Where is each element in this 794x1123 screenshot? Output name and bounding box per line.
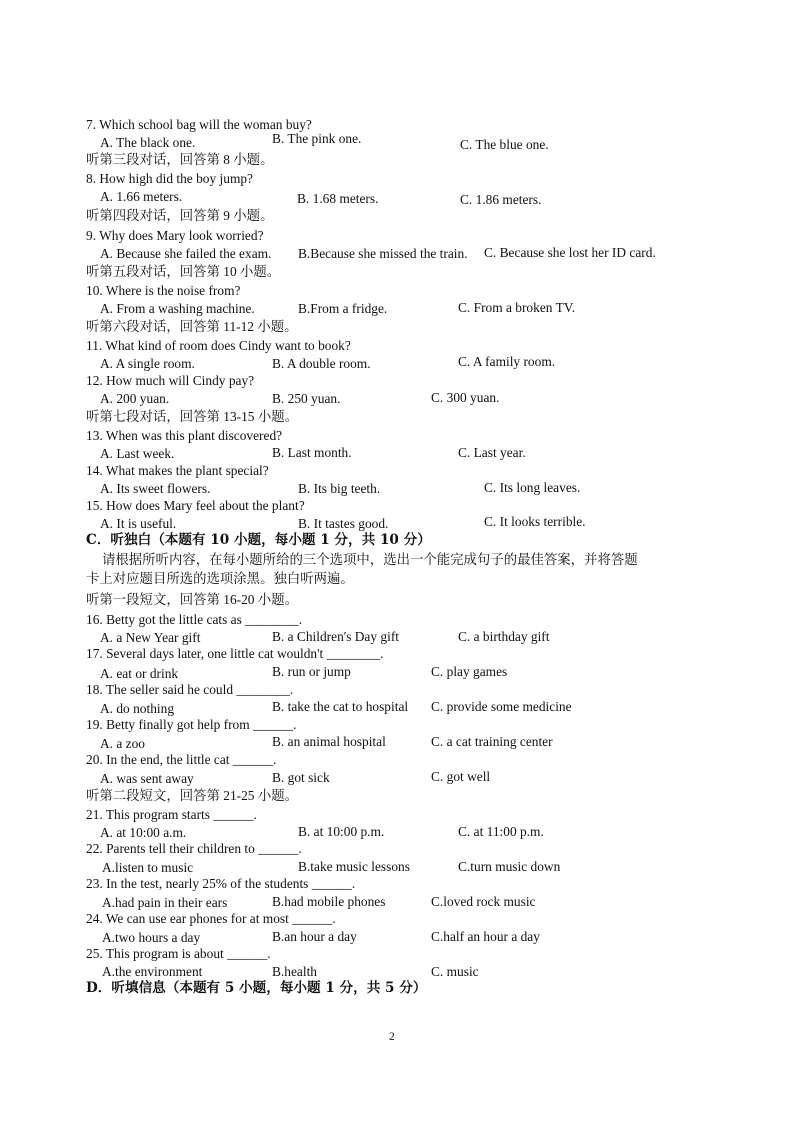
question-line: 9. Why does Mary look worried? bbox=[86, 228, 264, 243]
question-line: 22. Parents tell their children to ______. bbox=[86, 841, 302, 856]
question-line: 17. Several days later, one little cat wouldn't ________. bbox=[86, 646, 384, 661]
answer-option: A. at 10:00 a.m. bbox=[100, 825, 187, 840]
answer-option: A. a zoo bbox=[100, 736, 145, 751]
answer-option: C. Because she lost her ID card. bbox=[484, 245, 656, 260]
section-heading: D．听填信息（本题有 5 小题，每小题 1 分，共 5 分） bbox=[86, 980, 427, 996]
question-line: 7. Which school bag will the woman buy? bbox=[86, 117, 312, 132]
question-line: 听第二段短文，回答第 21-25 小题。 bbox=[86, 788, 299, 803]
question-line: 请根据所听内容，在每小题所给的三个选项中，选出一个能完成句子的最佳答案，并将答题 bbox=[102, 552, 638, 567]
question-line: 听第六段对话，回答第 11-12 小题。 bbox=[86, 319, 298, 334]
answer-option: A. do nothing bbox=[100, 701, 175, 716]
answer-option: A. was sent away bbox=[100, 771, 194, 786]
answer-option: B.an hour a day bbox=[272, 929, 357, 944]
answer-option: C.loved rock music bbox=[431, 894, 536, 909]
question-line: 13. When was this plant discovered? bbox=[86, 428, 283, 443]
answer-option: C. It looks terrible. bbox=[484, 514, 586, 529]
answer-option: B. It tastes good. bbox=[298, 516, 389, 531]
answer-option: B.From a fridge. bbox=[298, 301, 388, 316]
question-line: 10. Where is the noise from? bbox=[86, 283, 241, 298]
question-line: 听第一段短文，回答第 16-20 小题。 bbox=[86, 592, 299, 607]
page-number: 2 bbox=[389, 1031, 395, 1043]
answer-option: B.take music lessons bbox=[298, 859, 410, 874]
answer-option: B. A double room. bbox=[272, 356, 371, 371]
question-line: 8. How high did the boy jump? bbox=[86, 171, 253, 186]
question-line: 24. We can use ear phones for at most ______. bbox=[86, 911, 336, 926]
answer-option: C. Last year. bbox=[458, 445, 526, 460]
answer-option: B. got sick bbox=[272, 770, 330, 785]
answer-option: B. 250 yuan. bbox=[272, 391, 341, 406]
answer-option: C.turn music down bbox=[458, 859, 561, 874]
answer-option: C. Its long leaves. bbox=[484, 480, 581, 495]
answer-option: A.listen to music bbox=[102, 860, 194, 875]
answer-option: C. music bbox=[431, 964, 479, 979]
answer-option: B. 1.68 meters. bbox=[297, 191, 379, 206]
question-line: 听第七段对话，回答第 13-15 小题。 bbox=[86, 409, 299, 424]
answer-option: C. a birthday gift bbox=[458, 629, 550, 644]
answer-option: C. got well bbox=[431, 769, 491, 784]
answer-option: B. The pink one. bbox=[272, 131, 362, 146]
question-line: 14. What makes the plant special? bbox=[86, 463, 269, 478]
answer-option: A. The black one. bbox=[100, 135, 196, 150]
answer-option: A.the environment bbox=[102, 964, 203, 979]
answer-option: B. an animal hospital bbox=[272, 734, 386, 749]
answer-option: B. Its big teeth. bbox=[298, 481, 381, 496]
answer-option: A. Its sweet flowers. bbox=[100, 481, 211, 496]
answer-option: B. run or jump bbox=[272, 664, 351, 679]
section-heading: C．听独白（本题有 10 小题，每小题 1 分，共 10 分） bbox=[86, 532, 431, 548]
question-line: 25. This program is about ______. bbox=[86, 946, 271, 961]
answer-option: A. From a washing machine. bbox=[100, 301, 255, 316]
answer-option: B. at 10:00 p.m. bbox=[298, 824, 385, 839]
answer-option: A. eat or drink bbox=[100, 666, 179, 681]
answer-option: C. A family room. bbox=[458, 354, 556, 369]
question-line: 20. In the end, the little cat ______. bbox=[86, 752, 277, 767]
answer-option: C. 1.86 meters. bbox=[460, 192, 542, 207]
answer-option: A. 200 yuan. bbox=[100, 391, 170, 406]
question-line: 卡上对应题目所选的选项涂黑。独白听两遍。 bbox=[86, 571, 354, 586]
answer-option: C. From a broken TV. bbox=[458, 300, 576, 315]
answer-option: C. at 11:00 p.m. bbox=[458, 824, 544, 839]
question-line: 听第四段对话，回答第 9 小题。 bbox=[86, 208, 274, 223]
answer-option: C. play games bbox=[431, 664, 508, 679]
question-line: 21. This program starts ______. bbox=[86, 807, 257, 822]
question-line: 19. Betty finally got help from ______. bbox=[86, 717, 297, 732]
question-line: 23. In the test, nearly 25% of the students ______. bbox=[86, 876, 356, 891]
question-line: 听第五段对话，回答第 10 小题。 bbox=[86, 264, 281, 279]
answer-option: C. a cat training center bbox=[431, 734, 553, 749]
answer-option: A.two hours a day bbox=[102, 930, 201, 945]
answer-option: C. provide some medicine bbox=[431, 699, 572, 714]
answer-option: C.half an hour a day bbox=[431, 929, 540, 944]
question-line: 16. Betty got the little cats as ________. bbox=[86, 612, 303, 627]
answer-option: A. A single room. bbox=[100, 356, 195, 371]
question-line: 11. What kind of room does Cindy want to book? bbox=[86, 338, 351, 353]
answer-option: A. 1.66 meters. bbox=[100, 189, 183, 204]
answer-option: B.health bbox=[272, 964, 317, 979]
answer-option: B.Because she missed the train. bbox=[298, 246, 468, 261]
answer-option: A. a New Year gift bbox=[100, 630, 201, 645]
answer-option: A. Last week. bbox=[100, 446, 175, 461]
answer-option: A. Because she failed the exam. bbox=[100, 246, 272, 261]
question-line: 18. The seller said he could ________. bbox=[86, 682, 294, 697]
answer-option: B. take the cat to hospital bbox=[272, 699, 409, 714]
question-line: 听第三段对话，回答第 8 小题。 bbox=[86, 152, 274, 167]
answer-option: A. It is useful. bbox=[100, 516, 177, 531]
answer-option: C. The blue one. bbox=[460, 137, 549, 152]
question-line: 12. How much will Cindy pay? bbox=[86, 373, 255, 388]
answer-option: A.had pain in their ears bbox=[102, 895, 228, 910]
question-line: 15. How does Mary feel about the plant? bbox=[86, 498, 305, 513]
answer-option: C. 300 yuan. bbox=[431, 390, 500, 405]
answer-option: B. Last month. bbox=[272, 445, 352, 460]
answer-option: B.had mobile phones bbox=[272, 894, 386, 909]
answer-option: B. a Children's Day gift bbox=[272, 629, 400, 644]
